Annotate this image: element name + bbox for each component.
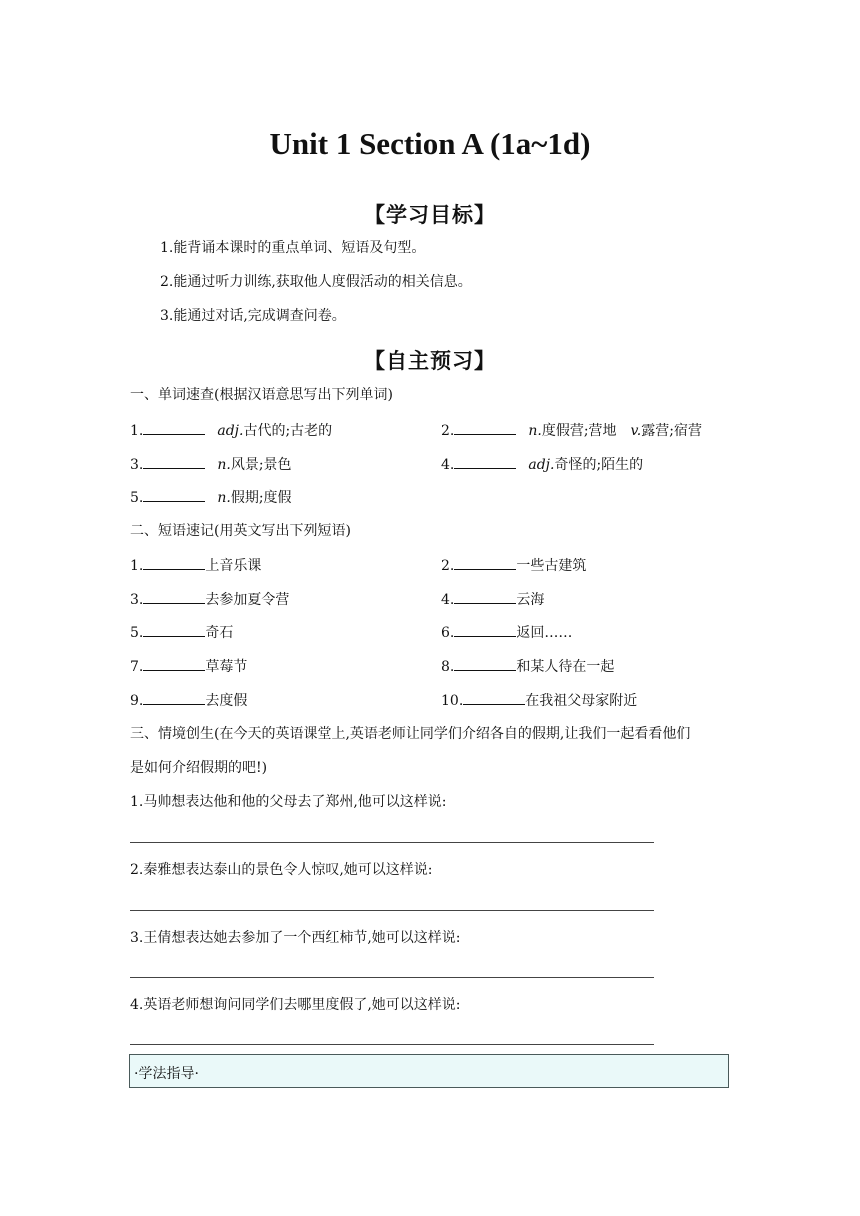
goals-heading: 【学习目标】 [364,203,496,227]
goal-item: 1.能背诵本课时的重点单词、短语及句型。 [160,240,426,256]
phrase-item [441,622,572,643]
word-item [130,487,292,508]
word-meaning: 奇怪的;陌生的 [554,457,644,473]
answer-blank[interactable] [454,622,516,637]
phrase-meaning: 在我祖父母家附近 [525,693,638,709]
answer-line[interactable] [130,1044,654,1045]
words-section-title: 一、单词速查(根据汉语意思写出下列单词) [130,387,393,403]
phrase-meaning: 草莓节 [205,659,248,675]
word-meaning: 露营;宿营 [641,423,702,439]
goal-item: 3.能通过对话,完成调查问卷。 [160,308,346,324]
word-item [441,454,643,475]
word-meaning: 假期;度假 [230,490,292,506]
study-guide-label: ·学法指导· [134,1066,199,1082]
answer-blank[interactable] [454,420,516,435]
phrases-section-title: 二、短语速记(用英文写出下列短语) [130,523,351,539]
part-of-speech: n. [217,457,231,473]
item-number: 10. [441,693,464,709]
phrase-meaning: 去度假 [205,693,248,709]
answer-blank[interactable] [143,589,205,604]
phrase-item [130,589,289,610]
situations-section-title-cont: 是如何介绍假期的吧!) [130,760,268,776]
item-number: 2. [441,558,455,574]
part-of-speech: adj. [217,423,244,439]
phrase-meaning: 云海 [516,592,545,608]
phrase-item [441,690,637,711]
word-item [130,420,332,441]
answer-blank[interactable] [143,420,205,435]
situation-prompt: 4.英语老师想询问同学们去哪里度假了,她可以这样说: [130,997,461,1013]
item-number: 2. [441,423,455,439]
answer-blank[interactable] [143,555,205,570]
item-number: 4. [441,592,455,608]
answer-blank[interactable] [143,487,205,502]
part-of-speech: n. [528,423,542,439]
study-guide-box [129,1054,729,1088]
answer-blank[interactable] [454,555,516,570]
item-number: 5. [130,490,144,506]
answer-line[interactable] [130,842,654,843]
word-meaning: 古代的;古老的 [243,423,333,439]
answer-blank[interactable] [143,454,205,469]
item-number: 7. [130,659,144,675]
preview-heading: 【自主预习】 [364,349,496,373]
phrase-item [130,555,261,576]
item-number: 5. [130,625,144,641]
item-number: 3. [130,457,144,473]
phrase-item [130,690,247,711]
situation-prompt: 2.秦雅想表达泰山的景色令人惊叹,她可以这样说: [130,862,433,878]
phrase-item [441,589,544,610]
phrase-item [130,656,247,677]
phrase-meaning: 一些古建筑 [516,558,587,574]
item-number: 8. [441,659,455,675]
answer-blank[interactable] [143,656,205,671]
phrase-meaning: 上音乐课 [205,558,262,574]
answer-blank[interactable] [143,622,205,637]
item-number: 1. [130,558,144,574]
phrase-item [441,656,614,677]
word-meaning: 风景;景色 [230,457,292,473]
word-item [130,454,292,475]
answer-blank[interactable] [463,690,525,705]
item-number: 9. [130,693,144,709]
answer-blank[interactable] [454,656,516,671]
answer-blank[interactable] [454,589,516,604]
situation-prompt: 3.王倩想表达她去参加了一个西红柿节,她可以这样说: [130,930,461,946]
page-title: Unit 1 Section A (1a~1d) [269,126,591,161]
item-number: 4. [441,457,455,473]
word-item [441,420,702,441]
phrase-item [441,555,586,576]
part-of-speech: v. [630,423,642,439]
item-number: 1. [130,423,144,439]
phrase-meaning: 去参加夏令营 [205,592,290,608]
situation-prompt: 1.马帅想表达他和他的父母去了郑州,他可以这样说: [130,794,447,810]
phrase-meaning: 返回…… [516,625,573,641]
item-number: 3. [130,592,144,608]
word-meaning: 度假营;营地 [541,423,617,439]
part-of-speech: n. [217,490,231,506]
answer-line[interactable] [130,910,654,911]
phrase-meaning: 奇石 [205,625,234,641]
answer-blank[interactable] [454,454,516,469]
goal-item: 2.能通过听力训练,获取他人度假活动的相关信息。 [160,274,472,290]
answer-line[interactable] [130,977,654,978]
answer-blank[interactable] [143,690,205,705]
part-of-speech: adj. [528,457,555,473]
item-number: 6. [441,625,455,641]
phrase-item [130,622,233,643]
phrase-meaning: 和某人待在一起 [516,659,615,675]
situations-section-title: 三、情境创生(在今天的英语课堂上,英语老师让同学们介绍各自的假期,让我们一起看看他们 [130,726,691,742]
